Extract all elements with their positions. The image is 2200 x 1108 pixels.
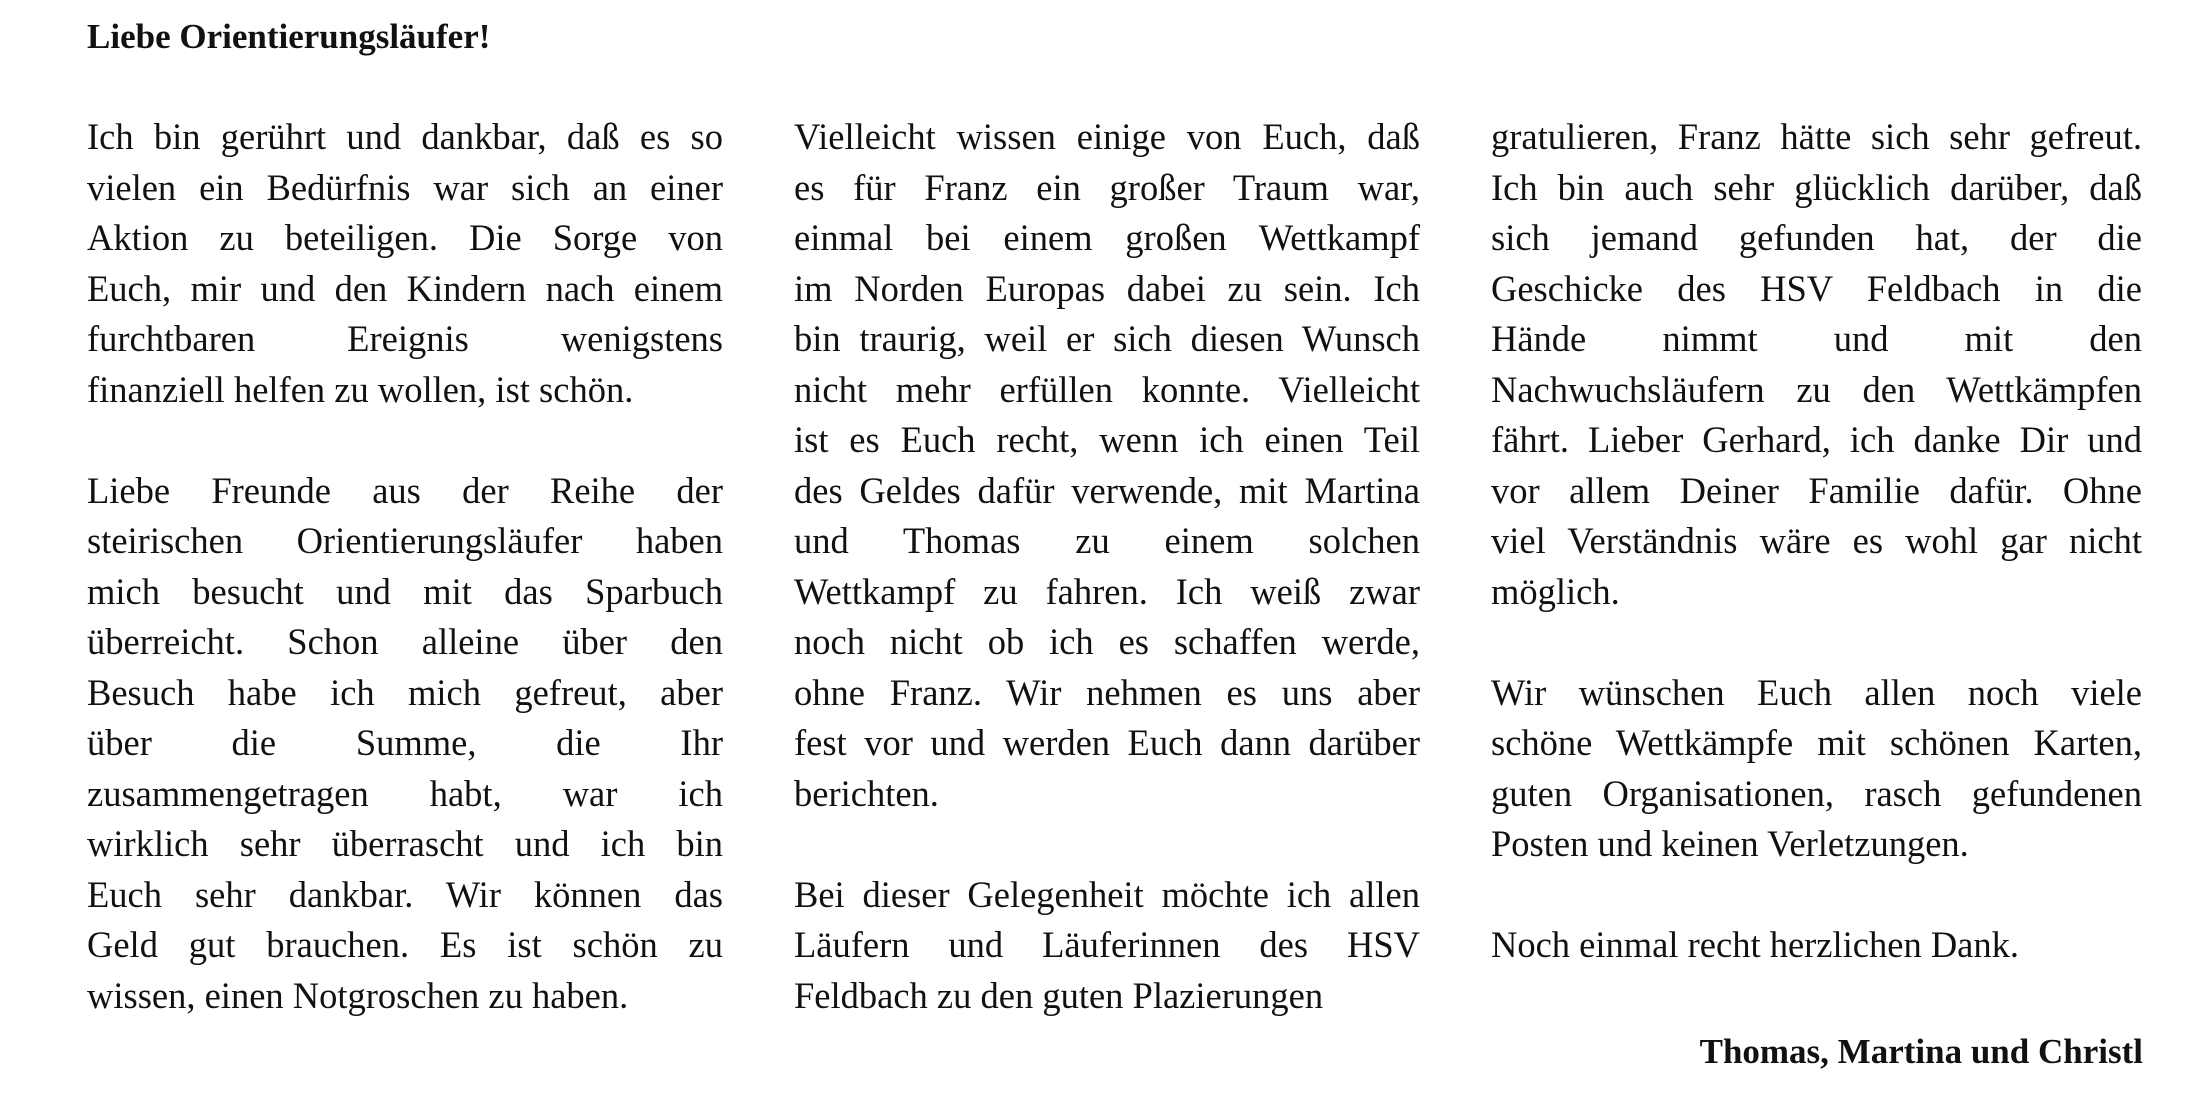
text-line: sich jemand gefunden hat, der die (1491, 217, 2142, 258)
letter-heading: Liebe Orientierungsläufer! (87, 17, 491, 56)
text-line: zusammengetragen habt, war ich (87, 772, 723, 814)
text-line: Noch einmal recht herzlichen Dank. (1491, 924, 2020, 965)
text-column-1 (87, 112, 723, 1021)
text-line: bin traurig, weil er sich diesen Wunsch (794, 318, 1420, 359)
text-line: Euch sehr dankbar. Wir können das (87, 873, 723, 915)
text-line: überreicht. Schon alleine über den (87, 621, 723, 662)
text-line: Ich bin gerührt und dankbar, daß es so (87, 116, 723, 157)
text-line: schöne Wettkämpfe mit schönen Karten, (1491, 722, 2142, 763)
text-line: steirischen Orientierungsläufer haben (87, 520, 723, 561)
text-line: Nachwuchsläufern zu den Wettkämpfen (1491, 368, 2142, 410)
paragraph (794, 870, 1420, 1022)
text-line: Geschicke des HSV Feldbach in die (1491, 267, 2142, 309)
paragraph (87, 466, 723, 1022)
text-line: Geld gut brauchen. Es ist schön zu (87, 924, 723, 965)
text-line: Liebe Freunde aus der Reihe der (87, 469, 723, 511)
text-line: gratulieren, Franz hätte sich sehr gefreut. (1491, 116, 2142, 157)
text-column-3 (1491, 112, 2142, 971)
text-line: im Norden Europas dabei zu sein. Ich (794, 267, 1420, 309)
text-line: Bei dieser Gelegenheit möchte ich allen (794, 873, 1420, 915)
text-line: vor allem Deiner Familie dafür. Ohne (1491, 469, 2142, 511)
text-line: Posten und keinen Verletzungen. (1491, 823, 1969, 864)
text-line: Wettkampf zu fahren. Ich weiß zwar (794, 570, 1420, 612)
text-line: des Geldes dafür verwende, mit Martina (794, 469, 1420, 511)
paragraph (1491, 112, 2142, 617)
text-line: fest vor und werden Euch dann darüber (794, 722, 1420, 763)
text-line: und Thomas zu einem solchen (794, 520, 1420, 561)
text-line: Läufern und Läuferinnen des HSV (794, 924, 1420, 965)
text-line: noch nicht ob ich es schaffen werde, (794, 621, 1420, 662)
text-line: einmal bei einem großen Wettkampf (794, 217, 1420, 258)
paragraph (1491, 668, 2142, 870)
text-line: möglich. (1491, 570, 1620, 612)
text-line: ist es Euch recht, wenn ich einen Teil (794, 419, 1420, 460)
text-line: viel Verständnis wäre es wohl gar nicht (1491, 520, 2142, 561)
text-line: nicht mehr erfüllen konnte. Vielleicht (794, 368, 1420, 410)
text-line: berichten. (794, 772, 939, 814)
text-line: Vielleicht wissen einige von Euch, daß (794, 116, 1420, 157)
text-line: furchtbaren Ereignis wenigstens (87, 318, 723, 359)
paragraph (1491, 920, 2142, 971)
text-line: Wir wünschen Euch allen noch viele (1491, 671, 2142, 713)
text-line: ohne Franz. Wir nehmen es uns aber (794, 671, 1420, 713)
text-line: wissen, einen Notgroschen zu haben. (87, 974, 629, 1016)
text-line: Hände nimmt und mit den (1491, 318, 2142, 359)
text-line: über die Summe, die Ihr (87, 722, 723, 763)
text-line: Besuch habe ich mich gefreut, aber (87, 671, 723, 713)
paragraph (87, 112, 723, 415)
paragraph (794, 112, 1420, 819)
text-column-2 (794, 112, 1420, 1021)
text-line: Aktion zu beteiligen. Die Sorge von (87, 217, 723, 258)
text-line: es für Franz ein großer Traum war, (794, 166, 1420, 208)
text-line: Feldbach zu den guten Plazierungen (794, 974, 1324, 1016)
text-line: guten Organisationen, rasch gefundenen (1491, 772, 2142, 814)
text-line: mich besucht und mit das Sparbuch (87, 570, 723, 612)
text-line: Euch, mir und den Kindern nach einem (87, 267, 723, 309)
text-line: wirklich sehr überrascht und ich bin (87, 823, 723, 864)
text-line: fährt. Lieber Gerhard, ich danke Dir und (1491, 419, 2142, 460)
signature: Thomas, Martina und Christl (1699, 1032, 2143, 1071)
text-line: Ich bin auch sehr glücklich darüber, daß (1491, 166, 2142, 208)
text-line: vielen ein Bedürfnis war sich an einer (87, 166, 723, 208)
text-line: finanziell helfen zu wollen, ist schön. (87, 368, 634, 410)
